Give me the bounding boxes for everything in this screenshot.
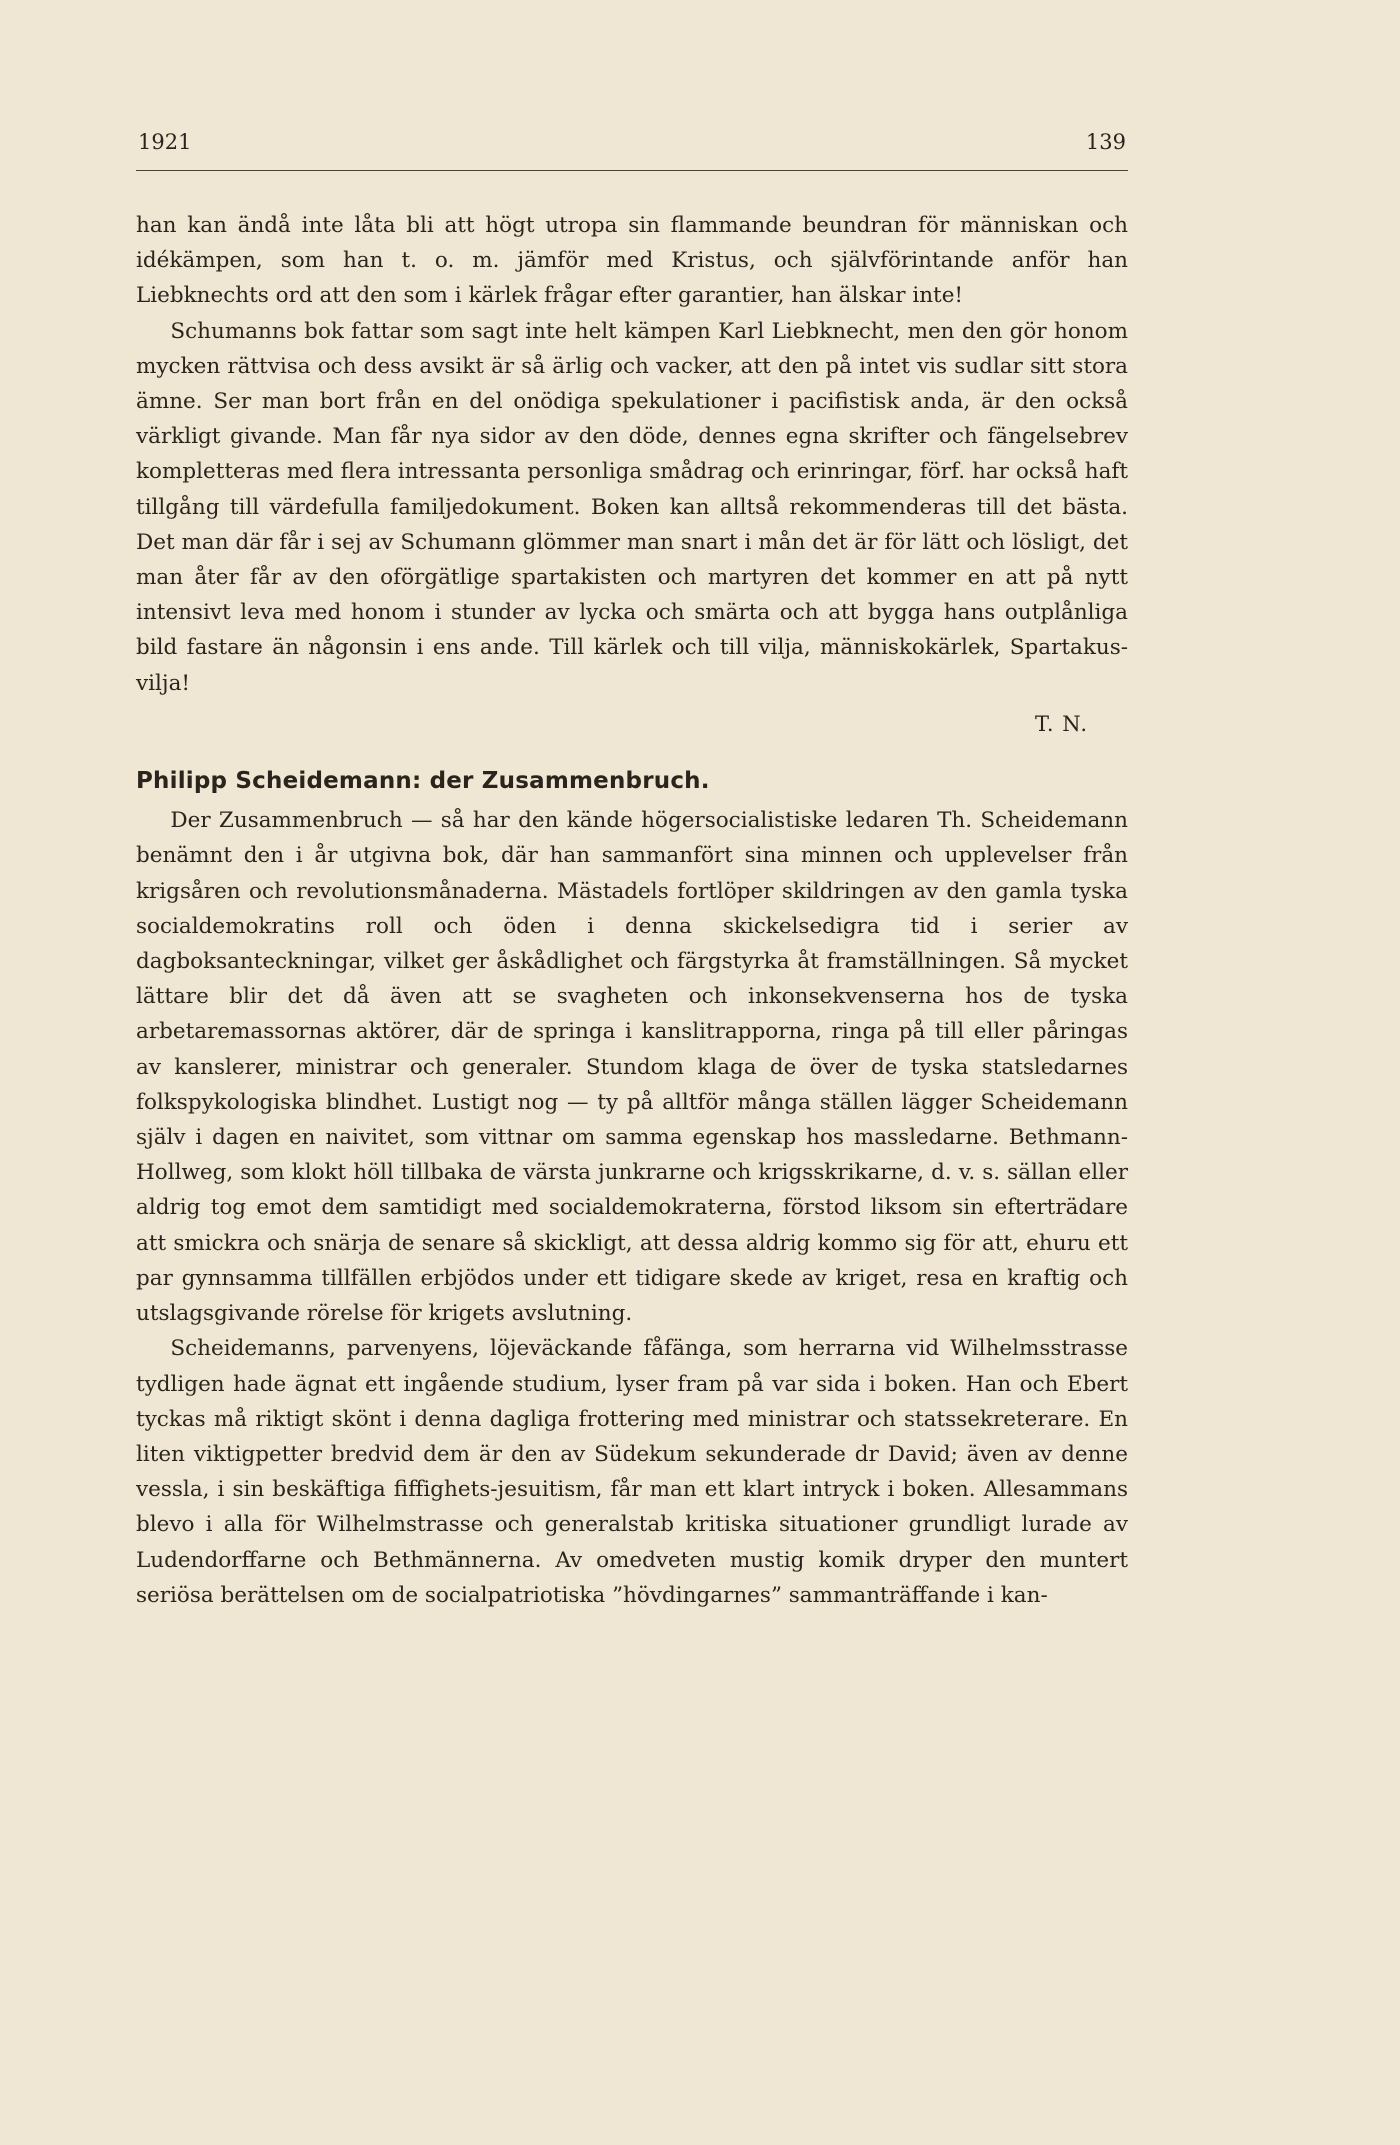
review2-paragraph-2: Scheidemanns, parvenyens, löjeväckande fåfänga, som herrarna vid Wilhelmsstrasse tydligen hade ägnat ett ingående studium, lyser fram på var sida i boken. Han och Ebert tyckas må riktigt skönt i denna dagliga frottering med ministrar och statssekreterare. En liten viktigpetter bredvid dem är den av Südekum sekunderade dr David; även av denne vessla, i sin beskäftiga fiffighets-jesuitism, får man ett klart intryck i boken. Allesammans blevo i alla för Wilhelmstrasse och generalstab kritiska situationer grundligt lurade av Ludendorffarne och Bethmännerna. Av omedveten mustig komik dryper den muntert seriösa berättelsen om de socialpatriotiska ”hövdingarnes” sammanträffande i kan- — [136, 1336, 1128, 1608]
review1-signature: T. N. — [1035, 711, 1088, 736]
page-number: 139 — [1085, 130, 1126, 154]
review1-paragraph-2: Schumanns bok fattar som sagt inte helt kämpen Karl Liebknecht, men den gör honom mycken rättvisa och dess avsikt är så ärlig och vacker, att den på intet vis sudlar sitt stora ämne. Ser man bort från en del onödiga spekulationer i pacifistisk anda, är den också värkligt givande. Man får nya sidor av den döde, dennes egna skrifter och fängelsebrev kompletteras med flera intressanta personliga smådrag och erinringar, förf. har också haft tillgång till värdefulla familjedokument. Boken kan alltså rekommenderas till det bästa. Det man där får i sej av Schumann glömmer man snart i mån det är för lätt och lösligt, det man åter får av den oförgätlige spartakisten och martyren det kommer en att på nytt intensivt leva med honom i stunder av lycka och smärta och att bygga hans outplånliga bild fastare än någonsin i ens ande. Till kärlek och till vilja, människokärlek, Spartakus-vilja! — [136, 318, 1128, 696]
header-year: 1921 — [138, 130, 192, 154]
review1-paragraph-1: han kan ändå inte låta bli att högt utropa sin flammande beundran för människan och idékämpen, som han t. o. m. jämför med Kristus, och självförintande anför han Liebknechts ord att den som i kärlek frågar efter garantier, han älskar inte! — [136, 213, 1128, 309]
running-header — [136, 130, 1128, 171]
page-body — [136, 208, 1128, 1613]
review2-title: Philipp Scheidemann: der Zusammenbruch. — [136, 768, 710, 795]
review2-paragraph-1: Der Zusammenbruch — så har den kände högersocialistiske ledaren Th. Scheidemann benämnt den i år utgivna bok, där han sammanfört sina minnen och upplevelser från krigsåren och revolutionsmånaderna. Mästadels fortlöper skildringen av den gamla tyska socialdemokratins roll och öden i denna skickelsedigra tid i serier av dagboksanteckningar, vilket ger åskådlighet och färgstyrka åt framställningen. Så mycket lättare blir det då även att se svagheten och inkonsekvenserna hos de tyska arbetaremassornas aktörer, där de springa i kanslitrapporna, ringa på till eller påringas av kanslerer, ministrar och generaler. Stundom klaga de över de tyska statsledarnes folkspykologiska blindhet. Lustigt nog — ty på alltför många ställen lägger Scheidemann själv i dagen en naivitet, som vittnar om samma egenskap hos massledarne. Bethmann-Hollweg, som klokt höll tillbaka de värsta junkrarne och krigsskrikarne, d. v. s. sällan eller aldrig tog emot dem samtidigt med socialdemokraterna, förstod liksom sin efterträdare att smickra och snärja de senare så skickligt, att dessa aldrig kommo sig för att, ehuru ett par gynnsamma tillfällen erbjödos under ett tidigare skede av kriget, resa en kraftig och utslagsgivande rörelse för krigets avslutning. — [136, 808, 1128, 1327]
